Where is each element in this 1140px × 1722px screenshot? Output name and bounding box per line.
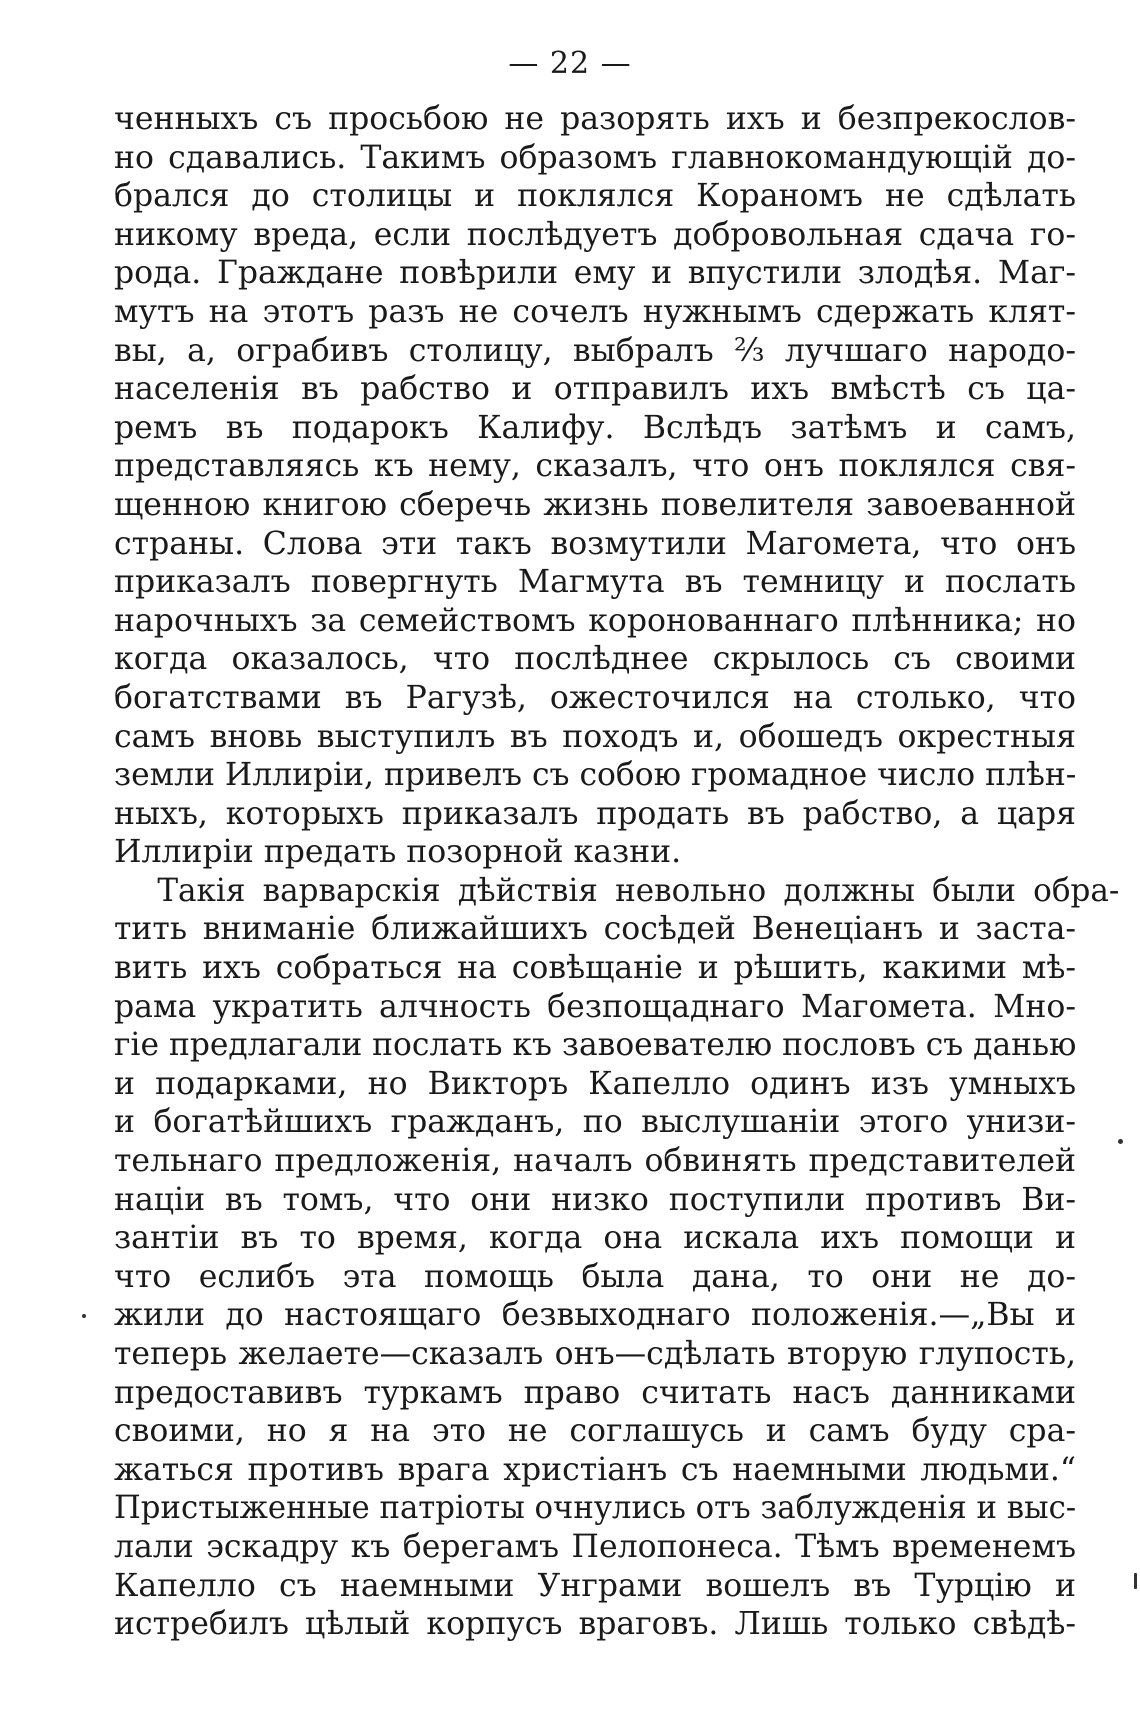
text-line: своими, но я на это не соглашусь и самъ буду сра- [114,1413,1076,1450]
text-line: Капелло съ наемными Унграми вошелъ въ Турцію и [114,1567,1076,1604]
text-line: щенною книгою сберечь жизнь повелителя завоеванной [114,486,1076,523]
text-line: Такія варварскія дѣйствія невольно должны были обра- [157,872,1120,909]
scan-speck [1118,1139,1123,1144]
text-line: тить вниманіе ближайшихъ сосѣдей Венеціанъ и заста- [114,911,1076,948]
text-line: представляясь къ нему, сказалъ, что онъ поклялся свя- [114,448,1076,485]
text-line: націи въ томъ, что они низко поступили противъ Ви- [114,1181,1076,1218]
text-line: никому вреда, если послѣдуетъ добровольная сдача го- [114,216,1076,253]
text-line: Иллиріи предать позорной казни. [114,834,682,871]
text-line: предоставивъ туркамъ право считать насъ данниками [114,1374,1076,1411]
text-line: населенія въ рабство и отправилъ ихъ вмѣстѣ съ ца- [114,371,1076,408]
text-line: теперь желаете—сказалъ онъ—сдѣлать вторую глупость, [114,1336,1076,1372]
text-line: зантіи въ то время, когда она искала ихъ помощи и [114,1220,1076,1257]
text-line: самъ вновь выступилъ въ походъ и, обошедъ окрестныя [114,718,1076,755]
text-line: жаться противъ врага христіанъ съ наемными людьми.“ [114,1451,1076,1488]
text-line: ныхъ, которыхъ приказалъ продать въ рабство, а царя [114,795,1076,832]
text-line: рама укратить алчность безпощаднаго Магомета. Мно- [114,988,1076,1025]
text-line: нарочныхъ за семействомъ коронованнаго плѣнника; но [114,602,1076,639]
text-line: тельнаго предложенія, началъ обвинять представителей [114,1143,1076,1180]
text-line: страны. Слова эти такъ возмутили Магомета, что онъ [114,525,1076,562]
text-line: брался до столицы и поклялся Кораномъ не сдѣлать [114,178,1076,215]
text-line: лали эскадру къ берегамъ Пелопонеса. Тѣмъ временемъ [114,1528,1076,1565]
text-line: но сдавались. Такимъ образомъ главнокомандующій до- [114,139,1076,176]
scan-speck [82,1314,86,1318]
text-line: вы, а, ограбивъ столицу, выбралъ ⅔ лучшаго народо- [114,332,1076,369]
text-line: гіе предлагали послать къ завоевателю пословъ съ данью [114,1027,1077,1064]
text-line: рода. Граждане повѣрили ему и впустили злодѣя. Маг- [114,255,1076,292]
text-line: ченныхъ съ просьбою не разорять ихъ и безпрекослов- [114,101,1076,137]
paragraph-2 [114,872,1120,1644]
scan-speck [1134,1573,1137,1589]
text-line: когда оказалось, что послѣднее скрылось съ своими [114,641,1076,678]
text-line: и подарками, но Викторъ Капелло одинъ изъ умныхъ [114,1065,1076,1102]
text-line: вить ихъ собраться на совѣщаніе и рѣшить, какими мѣ- [114,950,1076,987]
text-line: истребилъ цѣлый корпусъ враговъ. Лишь только свѣдѣ- [114,1606,1076,1643]
text-line: богатствами въ Рагузѣ, ожесточился на столько, что [114,679,1076,716]
paragraph-1 [114,100,1076,872]
text-line: мутъ на этотъ разъ не сочелъ нужнымъ сдержать клят- [114,293,1076,330]
text-line: Пристыженные патріоты очнулись отъ заблужденія и выс- [114,1490,1077,1527]
text-line: ремъ въ подарокъ Калифу. Вслѣдъ затѣмъ и самъ, [114,409,1076,446]
text-line: и богатѣйшихъ гражданъ, по выслушаніи этого унизи- [114,1104,1076,1141]
text-line: жили до настоящаго безвыходнаго положенія.—„Вы и [114,1297,1076,1334]
text-line: что еслибъ эта помощь была дана, то они не до- [114,1258,1076,1295]
text-body [114,100,1120,1644]
text-line: земли Иллиріи, привелъ съ собою громадное число плѣн- [114,757,1077,794]
page-number: — 22 — [508,46,632,81]
text-line: приказалъ повергнуть Магмута въ темницу и послать [114,564,1076,601]
